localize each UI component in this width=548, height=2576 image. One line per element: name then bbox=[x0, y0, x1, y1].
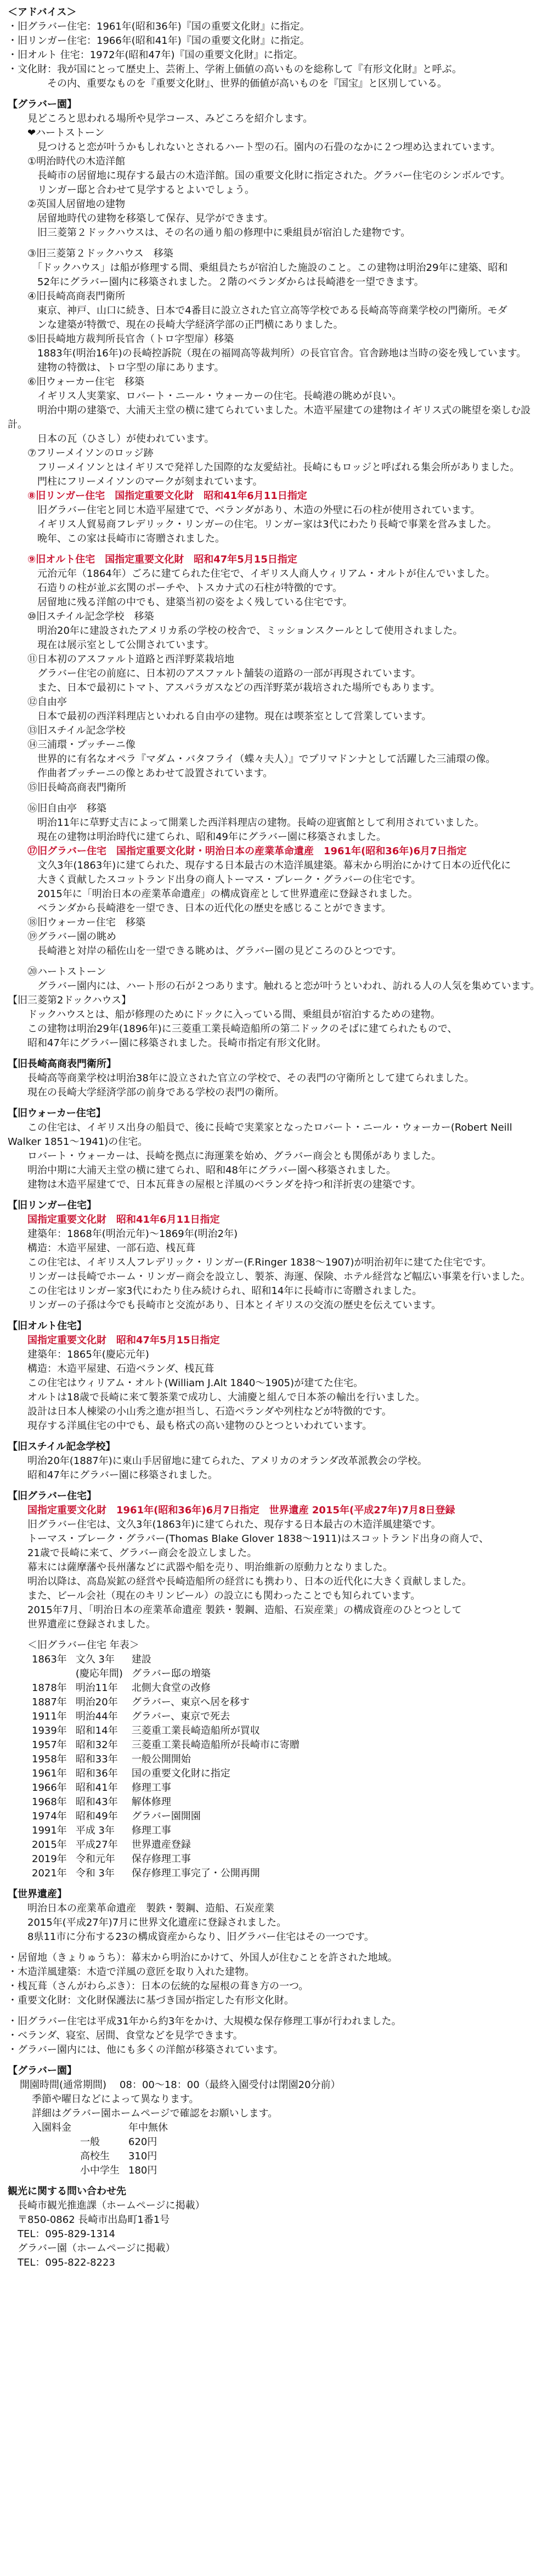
timeline-cell: 保存修理工事完了・公開再開 bbox=[131, 1868, 260, 1879]
glossary-section bbox=[8, 1951, 540, 2008]
timeline-cell: 解体修理 bbox=[131, 1796, 171, 1808]
section-line: ⑱旧ウォーカー住宅 移築 bbox=[8, 917, 145, 928]
section-line: 元治元年（1864年）ごろに建てられた住宅で、イギリス人商人ウィリアム・オルトが住んでいました。 bbox=[8, 568, 495, 580]
section-line: 国指定重要文化財 昭和47年5月15日指定 bbox=[8, 1335, 220, 1346]
section-line: ⑪日本初のアスファルト道路と西洋野菜栽培地 bbox=[8, 654, 234, 665]
timeline-row bbox=[32, 1653, 308, 1667]
intro-line: ・旧グラバー住宅：1961年(昭和36年)『国の重要文化財』に指定。 bbox=[8, 21, 310, 32]
section-line: リンガーの子孫は今でも長崎市と交流があり、日本とイギリスの交流の歴史を伝えています。 bbox=[8, 1300, 442, 1311]
fee-label bbox=[32, 2164, 80, 2178]
section-line: 晩年、この家は長崎市に寄贈されました。 bbox=[8, 533, 225, 544]
timeline-cell: 修理工事 bbox=[131, 1825, 171, 1836]
note-line: ・旧グラバー住宅は平成31年から約3年をかけ、大規模な保存修理工事が行われました。 bbox=[8, 2016, 402, 2027]
section-line: ⑲グラバー園の眺め bbox=[8, 931, 116, 943]
section-line: 1883年(明治16年)の長崎控訴院（現在の福岡高等裁判所）の長官官舎。官舎跡地は当時の姿を残しています。 bbox=[8, 348, 527, 359]
section-line: ロバート・ウォーカーは、長崎を拠点に海運業を始め、グラバー商会とも関係がありました。 bbox=[8, 1150, 442, 1162]
extra-line: 【世界遺産】 bbox=[8, 1888, 67, 1900]
content-section bbox=[8, 1489, 540, 1632]
section-line: ⑩旧スチイル記念学校 移築 bbox=[8, 611, 154, 622]
section-line: この住宅はウィリアム・オルト(William J.Alt 1840〜1905)が建てた住宅。 bbox=[8, 1377, 364, 1389]
section-line: 現在の建物は明治時代に建てられ、昭和49年にグラバー園に移築されました。 bbox=[8, 831, 386, 843]
intro-line: ・旧リンガー住宅：1966年(昭和41年)『国の重要文化財』に指定。 bbox=[8, 35, 310, 47]
section-line: 長崎高等商業学校は明治38年に設立された官立の学校で、その表門の守衛所として建てられました。 bbox=[8, 1073, 474, 1084]
world-heritage-section bbox=[8, 1887, 540, 1944]
section-line: 2015年に「明治日本の産業革命遺産」の構成資産として世界遺産に登録されました。 bbox=[8, 888, 418, 900]
timeline-cell: 昭和14年 bbox=[75, 1725, 118, 1737]
content-section bbox=[8, 1199, 540, 1313]
fee-label bbox=[32, 2149, 80, 2164]
section-line: 旧グラバー住宅は、文久3年(1863年)に建てられた、現存する日本最古の木造洋風建築です。 bbox=[8, 1519, 441, 1530]
section-line: ⑮旧長崎高商表門衛所 bbox=[8, 782, 126, 793]
section-line: 石造りの柱が並ぶ玄関のポーチや、トスカナ式の石柱が特徴的です。 bbox=[8, 582, 343, 594]
timeline-cell: グラバー邸の増築 bbox=[131, 1668, 211, 1679]
timeline-row bbox=[32, 1767, 308, 1781]
opening-hours-value: 08：00〜18：00（最終入園受付は閉園20分前） bbox=[120, 2079, 341, 2091]
section-line: ⑰旧グラバー住宅 国指定重要文化財・明治日本の産業革命遺産 1961年(昭和36年)6月7日指定 bbox=[8, 846, 467, 857]
section-line: 建築年：1865年(慶応元年) bbox=[8, 1349, 149, 1360]
content-section bbox=[8, 98, 540, 240]
section-line: 世界的に有名なオペラ『マダム・バタフライ（蝶々夫人）』でプリマドンナとして活躍した三浦環の像。 bbox=[8, 753, 496, 765]
timeline-cell: 1974年 bbox=[32, 1811, 67, 1822]
fee-cell: 180円 bbox=[128, 2165, 157, 2176]
fee-label: 入園料金 bbox=[32, 2122, 71, 2134]
section-line: この住宅は、イギリス人フレデリック・リンガー(F.Ringer 1838〜1907)が明治初年に建てた住宅です。 bbox=[8, 1257, 492, 1268]
timeline-cell: 世界遺産登録 bbox=[131, 1839, 191, 1851]
section-line: ⑳ハートストーン bbox=[8, 966, 106, 978]
fee-row bbox=[32, 2135, 177, 2149]
section-line: ❤ハートストーン bbox=[8, 127, 105, 139]
contact-section bbox=[8, 2185, 540, 2270]
timeline-cell: 2015年 bbox=[32, 1839, 67, 1851]
timeline-cell: 修理工事 bbox=[131, 1782, 171, 1794]
timeline-table bbox=[32, 1653, 308, 1881]
content-section bbox=[8, 965, 540, 1051]
section-line: 長崎港と対岸の稲佐山を一望できる眺めは、グラバー園の見どころのひとつです。 bbox=[8, 945, 402, 957]
section-line: ⑬旧スチイル記念学校 bbox=[8, 725, 126, 736]
section-line: ドックハウスとは、船が修理のためにドックに入っている間、乗組員が宿泊するための建物。 bbox=[8, 1009, 440, 1020]
section-line: ⑭三浦環・プッチーニ像 bbox=[8, 739, 135, 751]
section-line: この住宅はリンガー家3代にわたり住み続けられ、昭和14年に長崎市に寄贈されました。 bbox=[8, 1285, 422, 1297]
section-line: ③旧三菱第２ドックハウス 移築 bbox=[8, 248, 173, 259]
glossary-line: ・桟瓦葺（さんがわらぶき）：日本の伝統的な屋根の葺き方の一つ。 bbox=[8, 1981, 309, 1992]
timeline-cell: 昭和32年 bbox=[75, 1739, 118, 1751]
opening-hours-label: 開園時間(通常期間) bbox=[20, 2079, 107, 2091]
note-line: ・グラバー園内には、他にも多くの洋館が移築されています。 bbox=[8, 2044, 284, 2056]
opening-hours-note: 詳細はグラバー園ホームページで確認をお願いします。 bbox=[32, 2108, 278, 2119]
section-line: 長崎市の居留地に現存する最古の木造洋館。国の重要文化財に指定された。グラバー住宅のシンボルです。 bbox=[8, 170, 511, 181]
section-line: オルトは18歳で長崎に来て製茶業で成功し、大浦慶と組んで日本茶の輸出を行いました。 bbox=[8, 1392, 425, 1403]
timeline-cell: 令和 3年 bbox=[75, 1868, 115, 1879]
timeline-cell: 1911年 bbox=[32, 1711, 67, 1722]
section-line: 明治中期の建築で、大浦天主堂の横に建てられていました。木造平屋建ての建物はイギリス式の眺望を楽しむ設計。 bbox=[8, 405, 531, 430]
section-line: 構造：木造平屋建、一部石造、桟瓦葺 bbox=[8, 1242, 195, 1254]
content-section bbox=[8, 1440, 540, 1483]
section-line: 明治中期に大浦天主堂の横に建てられ、昭和48年にグラバー園へ移築されました。 bbox=[8, 1165, 396, 1176]
timeline-cell: 国の重要文化財に指定 bbox=[131, 1768, 230, 1779]
section-line: グラバー住宅の前庭に、日本初のアスファルト舗装の道路の一部が再現されています。 bbox=[8, 668, 421, 679]
section-line: イギリス人実業家、ロバート・ニール・ウォーカーの住宅。長崎港の眺めが良い。 bbox=[8, 390, 402, 402]
timeline-cell: グラバー、東京で死去 bbox=[131, 1711, 230, 1722]
section-line: 構造：木造平屋建、石造ベランダ、桟瓦葺 bbox=[8, 1363, 214, 1375]
fee-label bbox=[32, 2135, 80, 2149]
timeline-cell: 平成27年 bbox=[75, 1839, 118, 1851]
timeline-row bbox=[32, 1838, 308, 1852]
section-line: グラバー園内には、ハート形の石が２つあります。触れると恋が叶うといわれ、訪れる人の人気を集めています。 bbox=[8, 980, 540, 992]
section-line: 日本の瓦（ひさし）が使われています。 bbox=[8, 433, 214, 445]
timeline-cell: 明治11年 bbox=[75, 1682, 118, 1694]
fee-cell: 620円 bbox=[128, 2136, 157, 2148]
glossary-line: ・木造洋風建築：木造で洋風の意匠を取り入れた建物。 bbox=[8, 1966, 255, 1978]
section-line: 現在の長崎大学経済学部の前身である学校の表門の衛所。 bbox=[8, 1087, 284, 1098]
section-line: 国指定重要文化財 1961年(昭和36年)6月7日指定 世界遺産 2015年(平成27年)7月8日登録 bbox=[8, 1505, 455, 1516]
section-line: 旧三菱第２ドックハウスは、その名の通り船の修理中に乗組員が宿泊した建物です。 bbox=[8, 227, 411, 239]
section-line: ⑦フリーメイソンのロッジ跡 bbox=[8, 447, 154, 459]
timeline-row bbox=[32, 1710, 308, 1724]
timeline-cell: 昭和41年 bbox=[75, 1782, 118, 1794]
contact-line: TEL：095-829-1314 bbox=[8, 2228, 115, 2240]
timeline-cell: グラバー、東京へ居を移す bbox=[131, 1696, 250, 1708]
timeline-cell: 三菱重工業長崎造船所が買収 bbox=[131, 1725, 260, 1737]
timeline-cell: (慶応年間) bbox=[75, 1668, 123, 1679]
section-line: 現存する洋風住宅の中でも、最も格式の高い建物のひとつといわれています。 bbox=[8, 1420, 372, 1432]
timeline-cell: 一般公開開始 bbox=[131, 1754, 191, 1765]
timeline-cell: 1878年 bbox=[32, 1682, 67, 1694]
note-line: ・ベランダ、寝室、居間、食堂などを見学できます。 bbox=[8, 2030, 243, 2041]
fee-cell: 年中無休 bbox=[128, 2122, 168, 2134]
timeline-row bbox=[32, 1866, 308, 1881]
section-line: 建築年：1868年(明治元年)〜1869年(明治2年) bbox=[8, 1228, 238, 1240]
extra-line: 明治日本の産業革命遺産 製鉄・製鋼、造船、石炭産業 bbox=[8, 1903, 274, 1914]
fee-cell: 小中学生 bbox=[80, 2165, 120, 2176]
timeline-row bbox=[32, 1738, 308, 1752]
section-line: 居留地時代の建物を移築して保存、見学ができます。 bbox=[8, 213, 274, 224]
timeline-row bbox=[32, 1795, 308, 1809]
section-heading: 【グラバー園】 bbox=[8, 99, 77, 110]
timeline-row bbox=[32, 1695, 308, 1710]
section-line: ⑧旧リンガー住宅 国指定重要文化財 昭和41年6月11日指定 bbox=[8, 490, 307, 502]
fee-row bbox=[32, 2149, 177, 2164]
glossary-line: ・重要文化財：文化財保護法に基づき国が指定した有形文化財。 bbox=[8, 1995, 294, 2006]
intro-line: ・旧オルト 住宅：1972年(昭和47年)『国の重要文化財』に指定。 bbox=[8, 49, 303, 61]
section-line: リンガーは長崎でホーム・リンガー商会を設立し、製茶、海運、保険、ホテル経営など幅広い事業を行いました。 bbox=[8, 1271, 531, 1283]
section-line: 明治20年に建設されたアメリカ系の学校の校舎で、ミッションスクールとして使用されました。 bbox=[8, 625, 463, 637]
section-line: また、ビール会社（現在のキリンビール）の設立にも関わったことでも知られています。 bbox=[8, 1590, 421, 1602]
fee-cell: 310円 bbox=[128, 2151, 157, 2162]
timeline-cell: 昭和33年 bbox=[75, 1754, 118, 1765]
fee-cell: 一般 bbox=[80, 2136, 100, 2148]
section-line: また、日本で最初にトマト、アスパラガスなどの西洋野菜が栽培された場所でもあります。 bbox=[8, 682, 440, 694]
timeline-row bbox=[32, 1852, 308, 1866]
section-line: 【旧三菱第2ドックハウス】 bbox=[8, 995, 132, 1006]
section-line: ④旧長崎高商表門衛所 bbox=[8, 291, 126, 302]
section-line: 東京、神戸、山口に続き、日本で4番目に設立された官立高等学校である長崎高等商業学校の門衛所。モダ bbox=[8, 305, 507, 316]
section-line: フリーメイソンとはイギリスで発祥した国際的な友愛結社。長崎にもロッジと呼ばれる集会所がありました。 bbox=[8, 462, 520, 473]
section-heading: 【旧グラバー住宅】 bbox=[8, 1490, 97, 1502]
section-line: 見どころと思われる場所や見学コース、みどころを紹介します。 bbox=[8, 113, 313, 124]
intro-line: ・文化財：我が国にとって歴史上、芸術上、学術上価値の高いものを総称して『有形文化財』と呼ぶ。 bbox=[8, 64, 462, 75]
content-section bbox=[8, 1638, 540, 1653]
section-heading: 【旧長崎高商表門衛所】 bbox=[8, 1058, 116, 1070]
timeline-cell: 1991年 bbox=[32, 1825, 67, 1836]
section-line: 明治以降は、高島炭鉱の経営や長崎造船所の経営にも携わり、日本の近代化に大きく貢献しました。 bbox=[8, 1576, 472, 1587]
contact-line: 〒850-0862 長崎市出島町1番1号 bbox=[8, 2214, 170, 2226]
timeline-cell: 2019年 bbox=[32, 1853, 67, 1865]
opening-hours bbox=[8, 2078, 540, 2092]
timeline-cell: 昭和49年 bbox=[75, 1811, 118, 1822]
timeline-cell: 保存修理工事 bbox=[131, 1853, 191, 1865]
section-line: 明治11年に草野丈吉によって開業した西洋料理店の建物。長崎の迎賓館として利用されていました。 bbox=[8, 817, 484, 829]
section-line: ①明治時代の木造洋館 bbox=[8, 156, 126, 167]
section-line: 明治20年(1887年)に東山手居留地に建てられた、アメリカのオランダ改革派教会の学校。 bbox=[8, 1455, 427, 1467]
timeline-cell: 明治20年 bbox=[75, 1696, 118, 1708]
section-line: 幕末には薩摩藩や長州藩などに武器や船を売り、明治維新の原動力となりました。 bbox=[8, 1562, 393, 1573]
section-line: ②英国人居留地の建物 bbox=[8, 198, 126, 210]
contact-line: TEL：095-822-8223 bbox=[8, 2257, 115, 2268]
contact-line: 長崎市観光推進課（ホームページに掲載） bbox=[8, 2200, 205, 2211]
section-line: 建物は木造平屋建てで、日本瓦葺きの屋根と洋風のベランダを持つ和洋折衷の建築です。 bbox=[8, 1179, 421, 1190]
section-line: イギリス人貿易商フレデリック・リンガーの住宅。リンガー家は3代にわたり長崎で事業を営みました。 bbox=[8, 519, 497, 530]
fee-row bbox=[32, 2121, 177, 2135]
section-line: 昭和47年にグラバー園に移築されました。長崎市指定有形文化財。 bbox=[8, 1037, 326, 1049]
section-line: 日本で最初の西洋料理店といわれる自由亭の建物。現在は喫茶室として営業しています。 bbox=[8, 711, 432, 722]
timeline-cell: 1958年 bbox=[32, 1754, 67, 1765]
timeline-cell: グラバー園開園 bbox=[131, 1811, 201, 1822]
notes-section bbox=[8, 2015, 540, 2057]
extra-line: 8県11市に分布する23の構成資産からなり、旧グラバー住宅はその一つです。 bbox=[8, 1931, 374, 1943]
timeline-cell bbox=[32, 1667, 76, 1681]
section-line: 居留地に残る洋館の中でも、建築当初の姿をよく残している住宅です。 bbox=[8, 597, 353, 608]
timeline-cell: 明治44年 bbox=[75, 1711, 118, 1722]
section-line: 国指定重要文化財 昭和41年6月11日指定 bbox=[8, 1214, 220, 1225]
section-line: 建物の特徴は、トロ字型の扉にあります。 bbox=[8, 362, 224, 373]
page-title: ＜アドバイス＞ bbox=[8, 7, 77, 18]
content-section bbox=[8, 1107, 540, 1192]
timeline-row bbox=[32, 1781, 308, 1795]
timeline-row bbox=[32, 1667, 308, 1681]
section-line: 21歳で長崎に来て、グラバー商会を設立しました。 bbox=[8, 1547, 257, 1559]
contact-line: 観光に関する問い合わせ先 bbox=[8, 2186, 126, 2197]
content-section bbox=[8, 802, 540, 958]
section-line: 現在は展示室として公開されています。 bbox=[8, 639, 214, 651]
timeline-cell: 建設 bbox=[131, 1654, 151, 1665]
section-line: 世界遺産に登録されました。 bbox=[8, 1619, 156, 1630]
timeline-cell: 1968年 bbox=[32, 1796, 67, 1808]
section-line: この建物は明治29年(1896年)に三菱重工業長崎造船所の第二ドックのそばに建てられたもので、 bbox=[8, 1023, 457, 1035]
timeline-cell: 2021年 bbox=[32, 1868, 67, 1879]
section-line: リンガー邸と合わせて見学するとよいでしょう。 bbox=[8, 184, 255, 196]
section-line: 旧グラバー住宅と同じ木造平屋建てで、ベランダがあり、木造の外壁に石の柱が使用されています。 bbox=[8, 504, 481, 516]
section-line: 門柱にフリーメイソンのマークが刻まれています。 bbox=[8, 476, 263, 487]
timeline-cell: 文久 3年 bbox=[75, 1654, 115, 1665]
timeline-cell: 昭和36年 bbox=[75, 1768, 118, 1779]
section-line: トーマス・ブレーク・グラバー(Thomas Blake Glover 1838〜1911)はスコットランド出身の商人で、 bbox=[8, 1533, 489, 1545]
timeline-cell: 令和元年 bbox=[75, 1853, 115, 1865]
timeline-cell: 1863年 bbox=[32, 1654, 67, 1665]
contact-line: グラバー園（ホームページに掲載） bbox=[8, 2243, 176, 2254]
section-line: ンな建築が特徴で、現在の長崎大学経済学部の正門横にありました。 bbox=[8, 319, 343, 331]
timeline-cell: 三菱重工業長崎造船所が長崎市に寄贈 bbox=[131, 1739, 300, 1751]
section-line: 作曲者プッチーニの像とあわせて設置されています。 bbox=[8, 768, 273, 779]
section-line: ⑨旧オルト住宅 国指定重要文化財 昭和47年5月15日指定 bbox=[8, 554, 297, 565]
timeline-row bbox=[32, 1752, 308, 1767]
section-line: ベランダから長崎港を一望でき、日本の近代化の歴史を感じることができます。 bbox=[8, 903, 392, 914]
section-line: 昭和47年にグラバー園に移築されました。 bbox=[8, 1469, 218, 1481]
section-line: ⑫自由亭 bbox=[8, 696, 67, 708]
timeline-row bbox=[32, 1724, 308, 1738]
timeline-cell: 平成 3年 bbox=[75, 1825, 115, 1836]
timeline-cell: 1939年 bbox=[32, 1725, 67, 1737]
intro-line: その内、重要なものを『重要文化財』、世界的価値が高いものを『国宝』と区別している。 bbox=[8, 78, 447, 89]
timeline-cell: 北側大食堂の改修 bbox=[131, 1682, 211, 1694]
opening-hours-note: 季節や曜日などによって異なります。 bbox=[32, 2093, 199, 2105]
section-line: 「ドックハウス」は船が修理する間、乗組員たちが宿泊した施設のこと。この建物は明治29年に建築、昭和 bbox=[8, 262, 508, 274]
admission-heading: 【グラバー園】 bbox=[8, 2065, 77, 2076]
timeline-cell: 1957年 bbox=[32, 1739, 67, 1751]
section-heading: 【旧リンガー住宅】 bbox=[8, 1200, 97, 1211]
fee-cell bbox=[80, 2121, 128, 2135]
extra-line: 2015年(平成27年)7月に世界文化遺産に登録されました。 bbox=[8, 1917, 287, 1928]
content-section bbox=[8, 1057, 540, 1100]
timeline-cell: 1961年 bbox=[32, 1768, 67, 1779]
admission-section bbox=[8, 2064, 540, 2178]
timeline-row bbox=[32, 1824, 308, 1838]
timeline-cell: 1887年 bbox=[32, 1696, 67, 1708]
content-section bbox=[8, 553, 540, 795]
section-line: ⑤旧長崎地方裁判所長官舎（トロ字型扉）移築 bbox=[8, 333, 234, 345]
section-line: 文久3年(1863年)に建てられた、現存する日本最古の木造洋風建築。幕末から明治にかけて日本の近代化に bbox=[8, 860, 511, 871]
glossary-line: ・居留地（きょりゅうち）：幕末から明治にかけて、外国人が住むことを許された地域。 bbox=[8, 1952, 398, 1964]
timeline-row bbox=[32, 1681, 308, 1695]
section-heading: 【旧オルト住宅】 bbox=[8, 1320, 87, 1332]
section-line: 2015年7月、「明治日本の産業革命遺産 製鉄・製鋼、造船、石炭産業」の構成資産のひとつとして bbox=[8, 1604, 462, 1616]
fee-row bbox=[32, 2164, 177, 2178]
fee-cell: 高校生 bbox=[80, 2151, 110, 2162]
section-line: ⑯旧自由亭 移築 bbox=[8, 803, 106, 814]
content-section bbox=[8, 1319, 540, 1433]
section-line: 見つけると恋が叶うかもしれないとされるハート型の石。園内の石畳のなかに２つ埋め込まれています。 bbox=[8, 141, 501, 153]
section-line: 設計は日本人棟梁の小山秀之進が担当し、石造ベランダや列柱などが特徴的です。 bbox=[8, 1406, 392, 1417]
fee-table bbox=[32, 2121, 177, 2178]
section-heading: 【旧ウォーカー住宅】 bbox=[8, 1108, 106, 1119]
section-line: この住宅は、イギリス出身の船員で、後に長崎で実業家となったロバート・ニール・ウォーカー(Robert Neill Walker 1851〜1941)の住宅。 bbox=[8, 1122, 516, 1148]
timeline-cell: 1966年 bbox=[32, 1782, 67, 1794]
section-line: ⑥旧ウォーカー住宅 移築 bbox=[8, 376, 145, 388]
timeline-cell: 昭和43年 bbox=[75, 1796, 118, 1808]
section-line: 大きく貢献したスコットランド出身の商人トーマス・ブレーク・グラバーの住宅です。 bbox=[8, 874, 421, 886]
section-heading: 【旧スチイル記念学校】 bbox=[8, 1441, 116, 1452]
timeline-row bbox=[32, 1809, 308, 1824]
section-line: 52年にグラバー園内に移築されました。２階のベランダからは長崎港を一望できます。 bbox=[8, 276, 424, 288]
content-section bbox=[8, 247, 540, 546]
section-line: ＜旧グラバー住宅 年表＞ bbox=[8, 1639, 139, 1651]
